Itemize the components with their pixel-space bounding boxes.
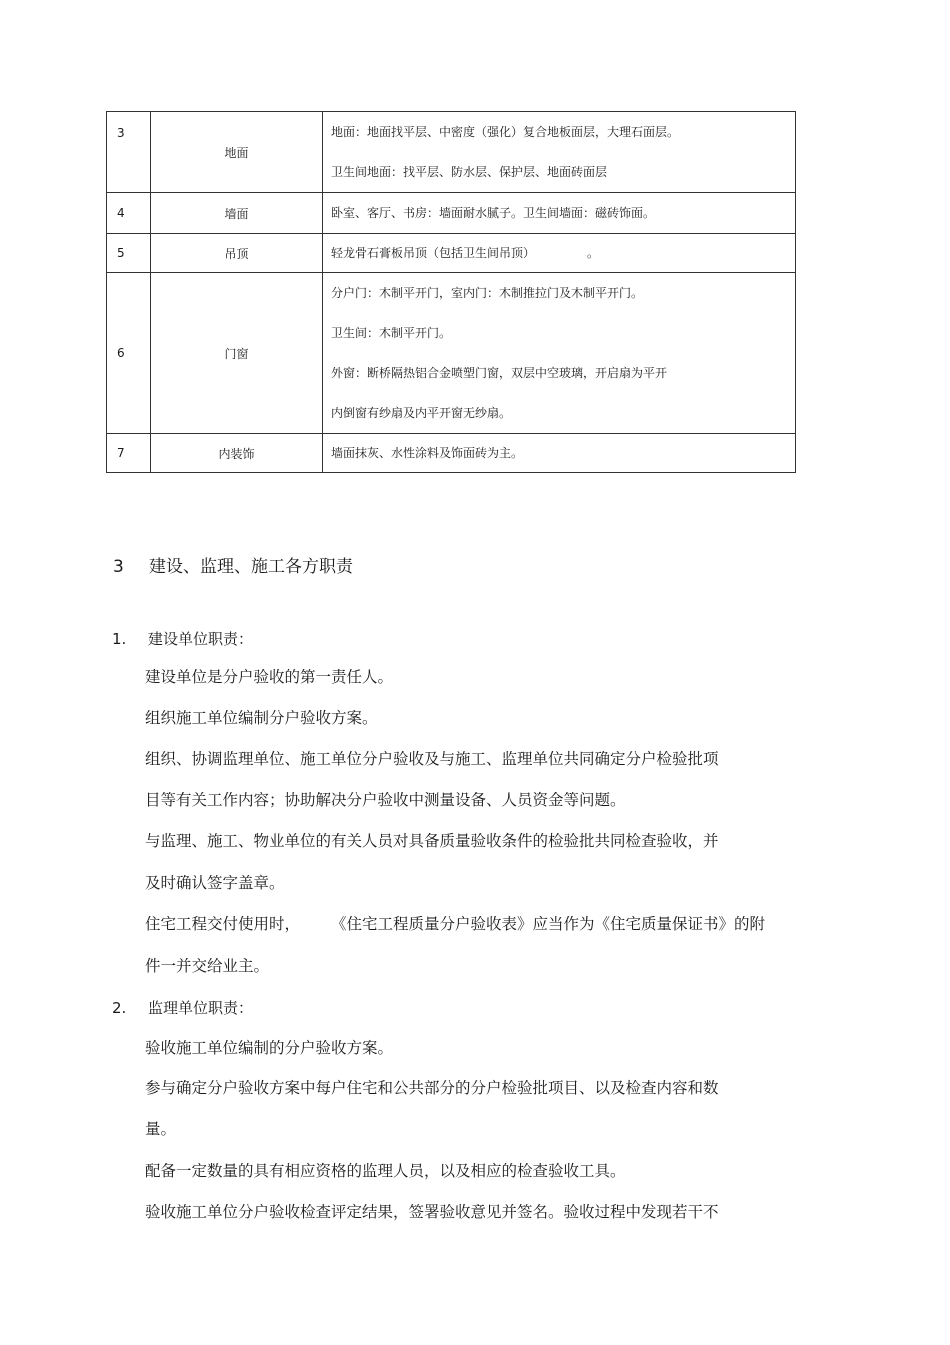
- section-heading: [113, 552, 353, 577]
- row-description: 分户门：木制平开门，室内门：木制推拉门及木制平开门。 卫生间：木制平开门。 外窗：断桥隔热铝合金喷塑门窗，双层中空玻璃，开启扇为平开 内倒窗有纱扇及内平开窗无纱扇。: [323, 273, 796, 434]
- row-number: 5: [107, 234, 151, 273]
- row-description: 卧室、客厅、书房：墙面耐水腻子。卫生间墙面：磁砖饰面。: [323, 193, 796, 234]
- row-number: 7: [107, 434, 151, 473]
- subsection-number: 1.: [112, 630, 127, 648]
- section-number: 3: [113, 557, 124, 577]
- table-row: [107, 193, 796, 234]
- row-description: 轻龙骨石膏板吊顶（包括卫生间吊顶） 。: [323, 234, 796, 273]
- paragraph-line: 组织施工单位编制分户验收方案。: [145, 709, 378, 727]
- row-item: 门窗: [151, 273, 323, 434]
- row-number: 3: [107, 112, 151, 193]
- paragraph-line: 与监理、施工、物业单位的有关人员对具备质量验收条件的检验批共同检查验收，并: [145, 832, 719, 850]
- row-item: 地面: [151, 112, 323, 193]
- paragraph-line: 《住宅工程质量分户验收表》应当作为《住宅质量保证书》的附: [331, 915, 766, 933]
- paragraph-line: 验收施工单位分户验收检查评定结果，签署验收意见并签名。验收过程中发现若干不: [145, 1203, 719, 1221]
- subsection-heading: [112, 628, 253, 649]
- subsection-heading: [112, 997, 253, 1018]
- table-row: [107, 434, 796, 473]
- subsection-number: 2.: [112, 999, 127, 1017]
- row-number: 4: [107, 193, 151, 234]
- row-description: 地面：地面找平层、中密度（强化）复合地板面层，大理石面层。 卫生间地面：找平层、防水层、保护层、地面砖面层: [323, 112, 796, 193]
- paragraph-line: 配备一定数量的具有相应资格的监理人员，以及相应的检查验收工具。: [145, 1162, 626, 1180]
- paragraph-line: 及时确认签字盖章。: [145, 874, 285, 892]
- row-description: 墙面抹灰、水性涂料及饰面砖为主。: [323, 434, 796, 473]
- paragraph-line: 验收施工单位编制的分户验收方案。: [145, 1039, 394, 1057]
- row-item: 墙面: [151, 193, 323, 234]
- paragraph-line: 住宅工程交付使用时，: [145, 915, 301, 933]
- row-item: 内装饰: [151, 434, 323, 473]
- paragraph-line: 组织、协调监理单位、施工单位分户验收及与施工、监理单位共同确定分户检验批项: [145, 750, 719, 768]
- table-row: [107, 112, 796, 193]
- subsection-title: 监理单位职责：: [148, 999, 254, 1017]
- paragraph-line: 目等有关工作内容；协助解决分户验收中测量设备、人员资金等问题。: [145, 791, 626, 809]
- paragraph-line: 参与确定分户验收方案中每户住宅和公共部分的分户检验批项目、以及检查内容和数: [145, 1079, 719, 1097]
- row-number: 6: [107, 273, 151, 434]
- paragraph-line: 量。: [145, 1120, 177, 1138]
- paragraph-line: 建设单位是分户验收的第一责任人。: [145, 668, 394, 686]
- row-item: 吊顶: [151, 234, 323, 273]
- paragraph-line: 件一并交给业主。: [145, 957, 270, 975]
- table-row: [107, 273, 796, 434]
- subsection-title: 建设单位职责：: [148, 630, 254, 648]
- table-row: [107, 234, 796, 273]
- spec-table: [106, 111, 796, 473]
- section-title: 建设、监理、施工各方职责: [149, 557, 353, 577]
